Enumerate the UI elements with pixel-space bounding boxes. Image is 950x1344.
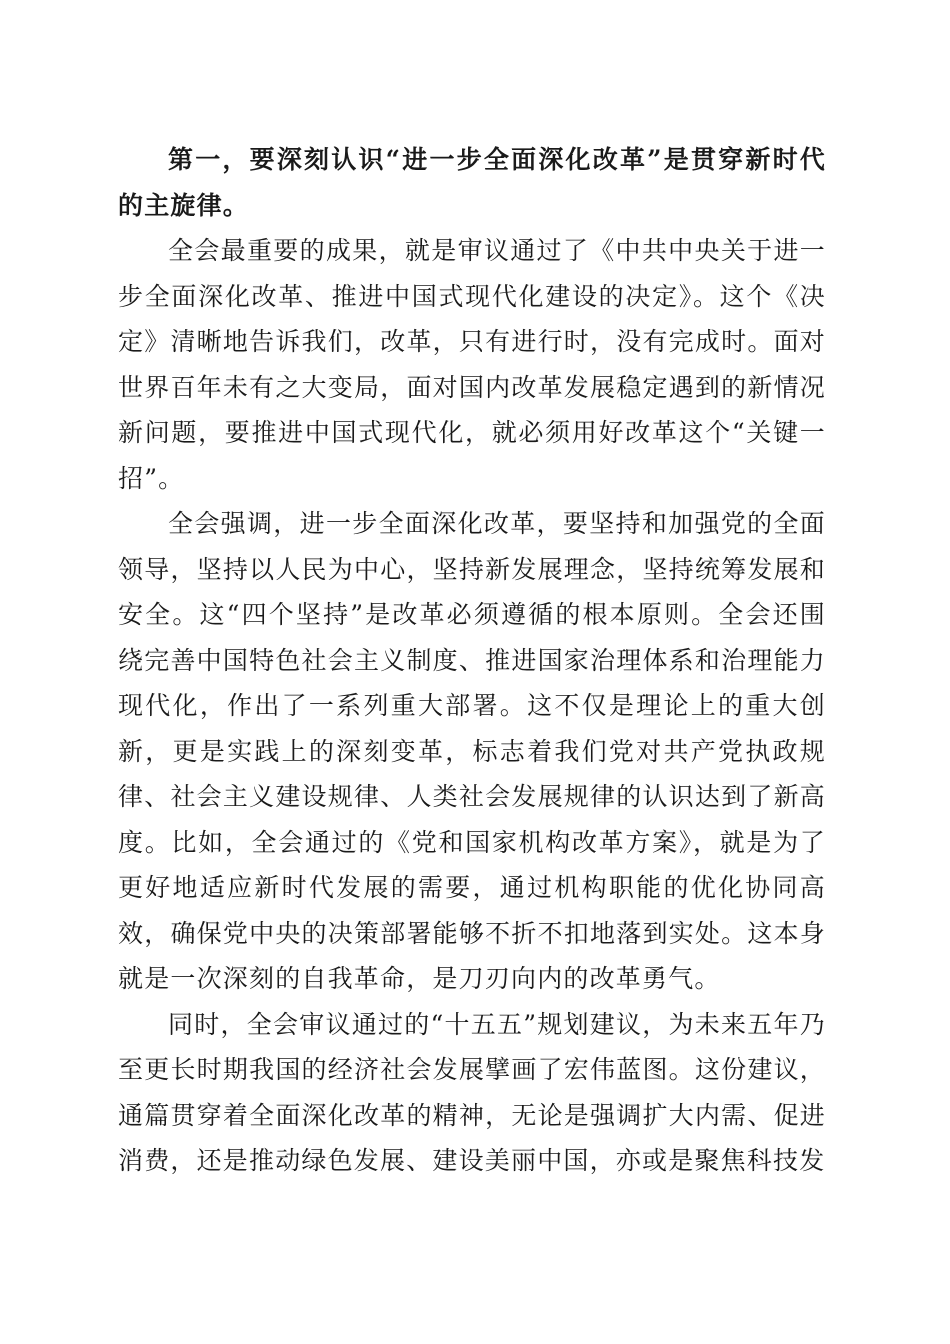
body-paragraph: 全会最重要的成果，就是审议通过了《中共中央关于进一步全面深化改革、推进中国式现代化建设的决定》。这个《决定》清晰地告诉我们，改革，只有进行时，没有完成时。面对世界百年未有之大变局，面对国内改革发展稳定遇到的新情况新问题，要推进中国式现代化，就必须用好改革这个“关键一招”。	[118, 236, 826, 493]
body-paragraph: 全会强调，进一步全面深化改革，要坚持和加强党的全面领导，坚持以人民为中心，坚持新发展理念，坚持统筹发展和安全。这“四个坚持”是改革必须遵循的根本原则。全会还围绕完善中国特色社会主义制度、推进国家治理体系和治理能力现代化，作出了一系列重大部署。这不仅是理论上的重大创新，更是实践上的深刻变革，标志着我们党对共产党执政规律、社会主义建设规律、人类社会发展规律的认识达到了新高度。比如，全会通过的《党和国家机构改革方案》，就是为了更好地适应新时代发展的需要，通过机构职能的优化协同高效，确保党中央的决策部署能够不折不扣地落到实处。这本身就是一次深刻的自我革命，是刀刃向内的改革勇气。	[118, 509, 826, 993]
body-paragraph: 同时，全会审议通过的“十五五”规划建议，为未来五年乃至更长时期我国的经济社会发展擘画了宏伟蓝图。这份建议，通篇贯穿着全面深化改革的精神，无论是强调扩大内需、促进消费，还是推动绿色发展、建设美丽中国，亦或是聚焦科技发	[118, 1009, 826, 1175]
document-body	[118, 137, 826, 1184]
section-heading: 第一，要深刻认识“进一步全面深化改革”是贯穿新时代的主旋律。	[118, 145, 826, 220]
